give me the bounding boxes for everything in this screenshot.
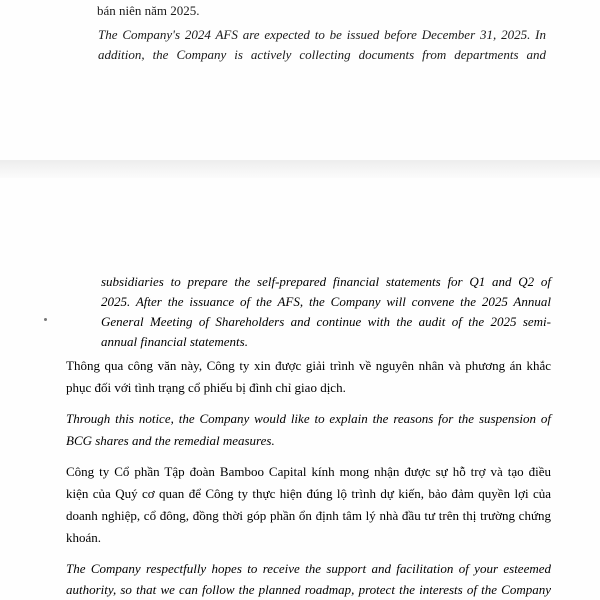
text-line: subsidiaries to prepare the self-prepared financial statements for Q1 and Q2 of — [101, 274, 551, 289]
text-line: bán niên năm 2025. — [97, 3, 200, 18]
text-line: Công ty Cổ phần Tập đoàn Bamboo Capital kính mong nhận được sự hỗ trợ và tạo điều — [66, 464, 551, 479]
text-line: annual financial statements. — [101, 334, 248, 349]
page-separator — [0, 160, 600, 178]
text-line: BCG shares and the remedial measures. — [66, 433, 275, 448]
text-line: doanh nghiệp, cổ đông, đồng thời góp phần ổn định tâm lý nhà đầu tư trên thị trường chứng — [66, 508, 551, 523]
text-line: authority, so that we can follow the planned roadmap, protect the interests of the Company — [66, 582, 551, 597]
text-line: The Company respectfully hopes to receive the support and facilitation of your esteemed — [66, 561, 551, 576]
page-1-fragment — [0, 0, 600, 160]
text-line: 2025. After the issuance of the AFS, the Company will convene the 2025 Annual — [101, 294, 551, 309]
scan-speck — [44, 318, 47, 321]
text-line: Thông qua công văn này, Công ty xin được giải trình về nguyên nhân và phương án khắc — [66, 358, 551, 373]
text-line: addition, the Company is actively collecting documents from departments and — [98, 47, 546, 62]
text-line: The Company's 2024 AFS are expected to be issued before December 31, 2025. In — [98, 27, 546, 42]
text-line: khoán. — [66, 530, 102, 545]
text-line: phục đối với tình trạng cổ phiếu bị đình chỉ giao dịch. — [66, 380, 346, 395]
text-line: Through this notice, the Company would like to explain the reasons for the suspension of — [66, 411, 551, 426]
text-line: General Meeting of Shareholders and continue with the audit of the 2025 semi- — [101, 314, 551, 329]
text-line: kiện của Quý cơ quan để Công ty thực hiện đúng lộ trình dự kiến, bảo đảm quyền lợi của — [66, 486, 551, 501]
